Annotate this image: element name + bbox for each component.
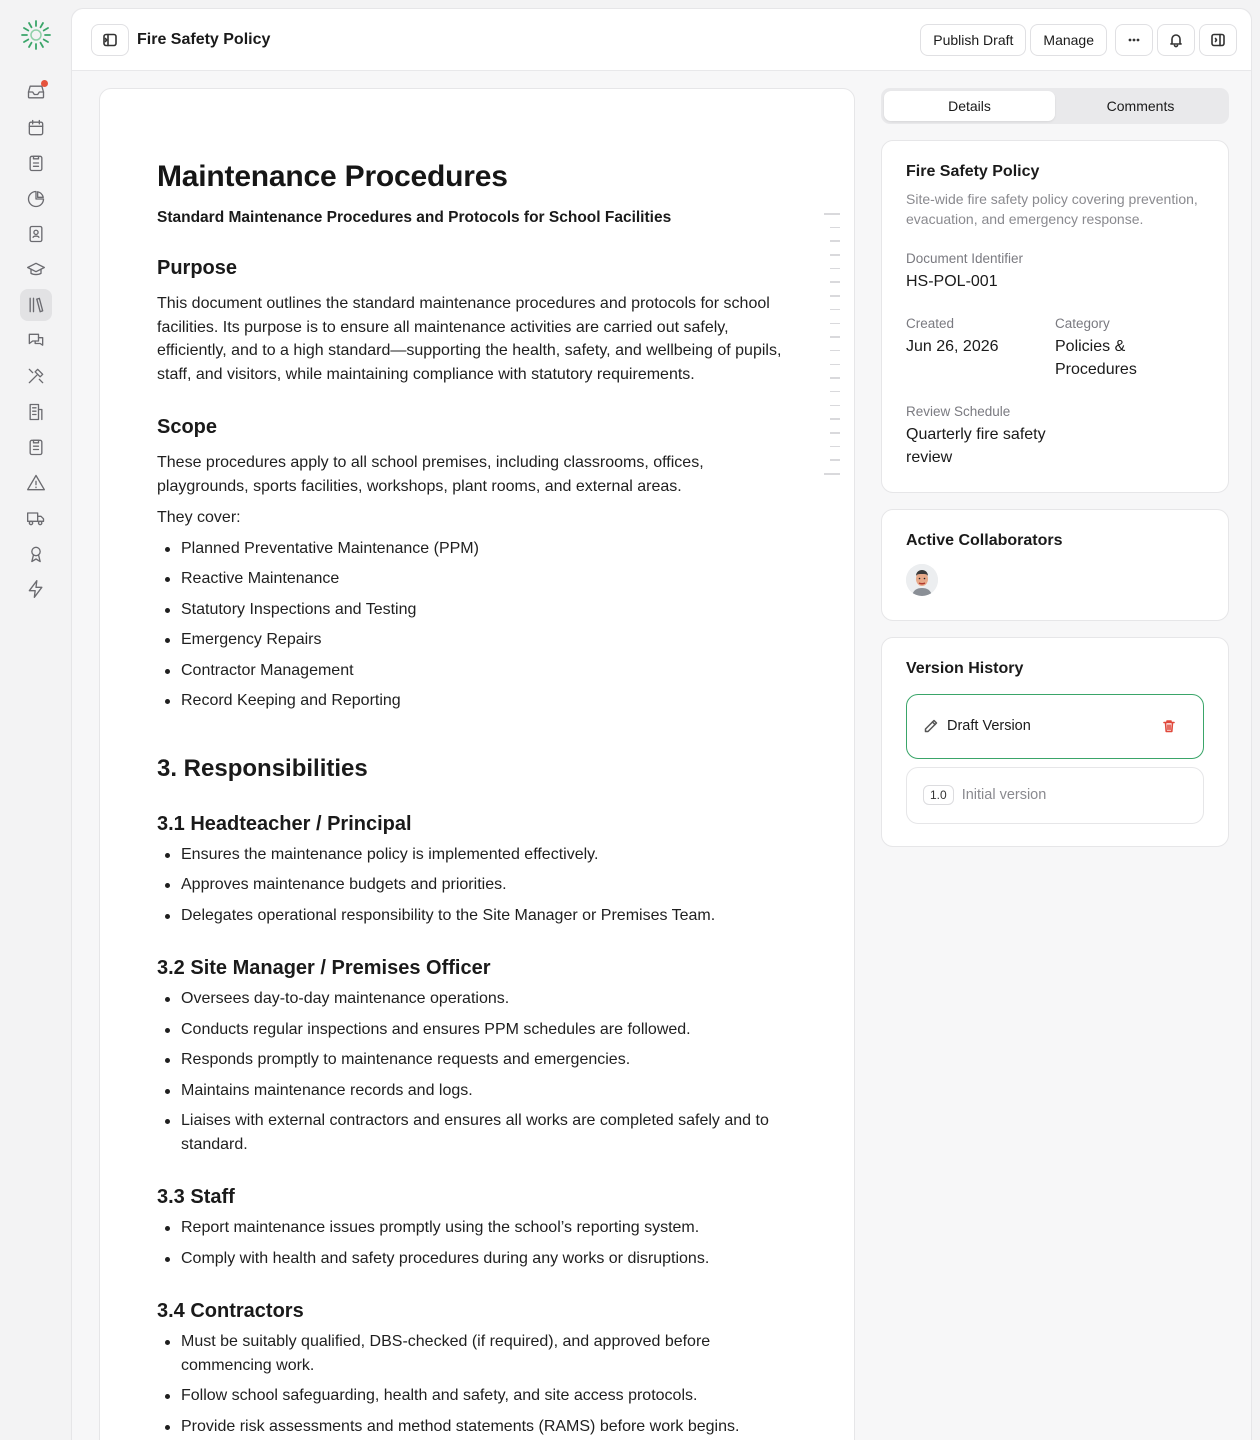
headteacher-heading[interactable]: 3.1 Headteacher / Principal (157, 812, 412, 835)
draft-version-item[interactable] (906, 694, 1204, 759)
clipboard-icon (26, 153, 46, 173)
category-value: Policies & Procedures (1055, 337, 1137, 378)
contractors-list (157, 1330, 790, 1438)
version-history-title: Version History (906, 659, 1024, 677)
document-title[interactable]: Maintenance Procedures (157, 160, 508, 193)
panel-right-icon (1210, 32, 1226, 48)
category-label: Category (1055, 315, 1110, 331)
list-item[interactable]: Follow school safeguarding, health and safety, and site access protocols. (157, 1384, 790, 1408)
created-value: Jun 26, 2026 (906, 337, 999, 355)
app-logo[interactable] (19, 18, 53, 52)
notification-dot (41, 80, 48, 87)
created-label: Created (906, 315, 955, 331)
details-card (881, 140, 1229, 493)
lightning-icon (26, 579, 46, 599)
graduation-cap-icon (26, 260, 46, 280)
purpose-paragraph[interactable]: This document outlines the standard maintenance procedures and protocols for school facilities. Its purpose is to ensure all maintenance activities are carried out safely, efficiently, and to a high standard—supporting the health, safety, and wellbeing of pupils, staff, and visitors, while maintaining compliance with statutory requirements. (157, 295, 782, 383)
version-history-card (881, 637, 1229, 847)
review-field (906, 404, 1204, 470)
avatar[interactable] (906, 564, 938, 596)
identifier-field (906, 251, 1204, 294)
trash-icon[interactable] (1161, 718, 1177, 734)
list-item[interactable]: Emergency Repairs (157, 628, 790, 652)
list-item[interactable]: Statutory Inspections and Testing (157, 598, 790, 622)
draft-version-label: Draft Version (947, 718, 1031, 734)
notifications-button[interactable] (1157, 24, 1195, 56)
staff-heading[interactable]: 3.3 Staff (157, 1186, 235, 1208)
identifier-label: Document Identifier (906, 251, 1024, 266)
toggle-sidebar-button[interactable] (91, 24, 129, 56)
rail-item-inbox[interactable] (20, 76, 52, 108)
contractors-heading[interactable]: 3.4 Contractors (157, 1300, 304, 1322)
rail-item-education[interactable] (20, 254, 52, 286)
list-item[interactable]: Approves maintenance budgets and priorities. (157, 873, 790, 897)
scope-list (157, 537, 790, 713)
responsibilities-heading[interactable]: 3. Responsibilities (157, 754, 368, 782)
list-item[interactable]: Contractor Management (157, 659, 790, 683)
main-window (71, 8, 1252, 1440)
purpose-heading[interactable]: Purpose (157, 257, 238, 279)
pie-chart-icon (26, 189, 46, 209)
site-manager-list (157, 987, 790, 1156)
award-icon (26, 544, 46, 564)
headteacher-list (157, 843, 790, 928)
created-field (906, 316, 1055, 382)
list-item[interactable]: Maintains maintenance records and logs. (157, 1079, 790, 1103)
outline-minimap[interactable] (824, 213, 840, 487)
app-rail (0, 0, 72, 1440)
scope-paragraph[interactable]: These procedures apply to all school premises, including classrooms, offices, playgrounds, sports facilities, workshops, plant rooms, and external areas. (157, 454, 704, 495)
review-value: Quarterly fire safety review (906, 425, 1046, 466)
list-item[interactable]: Reactive Maintenance (157, 567, 790, 591)
clipboard-list-icon (26, 437, 46, 457)
library-icon (26, 295, 46, 315)
contact-book-icon (26, 224, 46, 244)
manage-button[interactable]: Manage (1030, 24, 1107, 56)
building-icon (26, 402, 46, 422)
rail-item-checklists[interactable] (20, 431, 52, 463)
version-1-item[interactable] (906, 767, 1204, 824)
details-sidebar (881, 88, 1229, 847)
more-horizontal-icon (1126, 32, 1142, 48)
version-1-label: Initial version (961, 787, 1047, 803)
version-badge: 1.0 (923, 785, 954, 805)
site-manager-heading[interactable]: 3.2 Site Manager / Premises Officer (157, 957, 491, 979)
list-item[interactable]: Provide risk assessments and method statements (RAMS) before work begins. (157, 1415, 790, 1439)
tab-comments[interactable]: Comments (1106, 98, 1175, 114)
rail-item-deliveries[interactable] (20, 502, 52, 534)
scope-cover-text[interactable]: They cover: (157, 509, 241, 526)
rail-nav (20, 76, 52, 609)
details-description: Site-wide fire safety policy covering prevention, evacuation, and emergency response. (906, 191, 1198, 227)
document-subtitle[interactable]: Standard Maintenance Procedures and Protocols for School Facilities (157, 209, 672, 226)
details-title: Fire Safety Policy (906, 163, 1040, 180)
truck-icon (26, 508, 46, 528)
identifier-value: HS-POL-001 (906, 273, 998, 290)
rail-item-tasks[interactable] (20, 147, 52, 179)
sidebar-toggle-icon (102, 32, 118, 48)
list-item[interactable]: Delegates operational responsibility to the Site Manager or Premises Team. (157, 904, 790, 928)
sidebar-tabs (881, 88, 1229, 124)
scope-heading[interactable]: Scope (157, 416, 218, 438)
list-item[interactable]: Planned Preventative Maintenance (PPM) (157, 537, 790, 561)
rail-item-tools[interactable] (20, 360, 52, 392)
rail-item-messages[interactable] (20, 325, 52, 357)
messages-icon (26, 331, 46, 351)
rail-item-automations[interactable] (20, 573, 52, 605)
list-item[interactable]: Oversees day-to-day maintenance operations. (157, 987, 790, 1011)
rail-item-incidents[interactable] (20, 467, 52, 499)
list-item[interactable]: Responds promptly to maintenance requests and emergencies. (157, 1048, 790, 1072)
list-item[interactable]: Ensures the maintenance policy is implemented effectively. (157, 843, 790, 867)
publish-draft-button[interactable]: Publish Draft (920, 24, 1026, 56)
bell-icon (1168, 32, 1184, 48)
calendar-icon (26, 118, 46, 138)
pencil-icon (923, 718, 939, 734)
category-field (1055, 316, 1204, 382)
tab-details[interactable]: Details (884, 91, 1055, 121)
created-category-row (906, 316, 1204, 382)
rail-item-library[interactable] (20, 289, 52, 321)
rail-item-certifications[interactable] (20, 538, 52, 570)
person-avatar-icon (906, 564, 938, 596)
list-item[interactable]: Must be suitably qualified, DBS-checked (if required), and approved before commencing work. (157, 1330, 790, 1377)
rail-item-reports[interactable] (20, 183, 52, 215)
staff-list (157, 1216, 790, 1270)
list-item[interactable]: Conducts regular inspections and ensures PPM schedules are followed. (157, 1018, 790, 1042)
list-item[interactable]: Comply with health and safety procedures during any works or disruptions. (157, 1247, 790, 1271)
top-bar (72, 9, 1251, 71)
tools-icon (26, 366, 46, 386)
rail-item-buildings[interactable] (20, 396, 52, 428)
page-title: Fire Safety Policy (137, 30, 271, 48)
warning-icon (26, 473, 46, 493)
list-item[interactable]: Record Keeping and Reporting (157, 689, 790, 713)
list-item[interactable]: Liaises with external contractors and ensures all works are completed safely and to standard. (157, 1109, 790, 1156)
list-item[interactable]: Report maintenance issues promptly using the school’s reporting system. (157, 1216, 790, 1240)
review-label: Review Schedule (906, 403, 1011, 419)
toggle-panel-button[interactable] (1199, 24, 1237, 56)
rail-item-calendar[interactable] (20, 112, 52, 144)
collaborators-card (881, 509, 1229, 621)
collaborators-title: Active Collaborators (906, 531, 1063, 549)
document-editor[interactable] (99, 88, 855, 1440)
more-options-button[interactable] (1115, 24, 1153, 56)
rail-item-contacts[interactable] (20, 218, 52, 250)
